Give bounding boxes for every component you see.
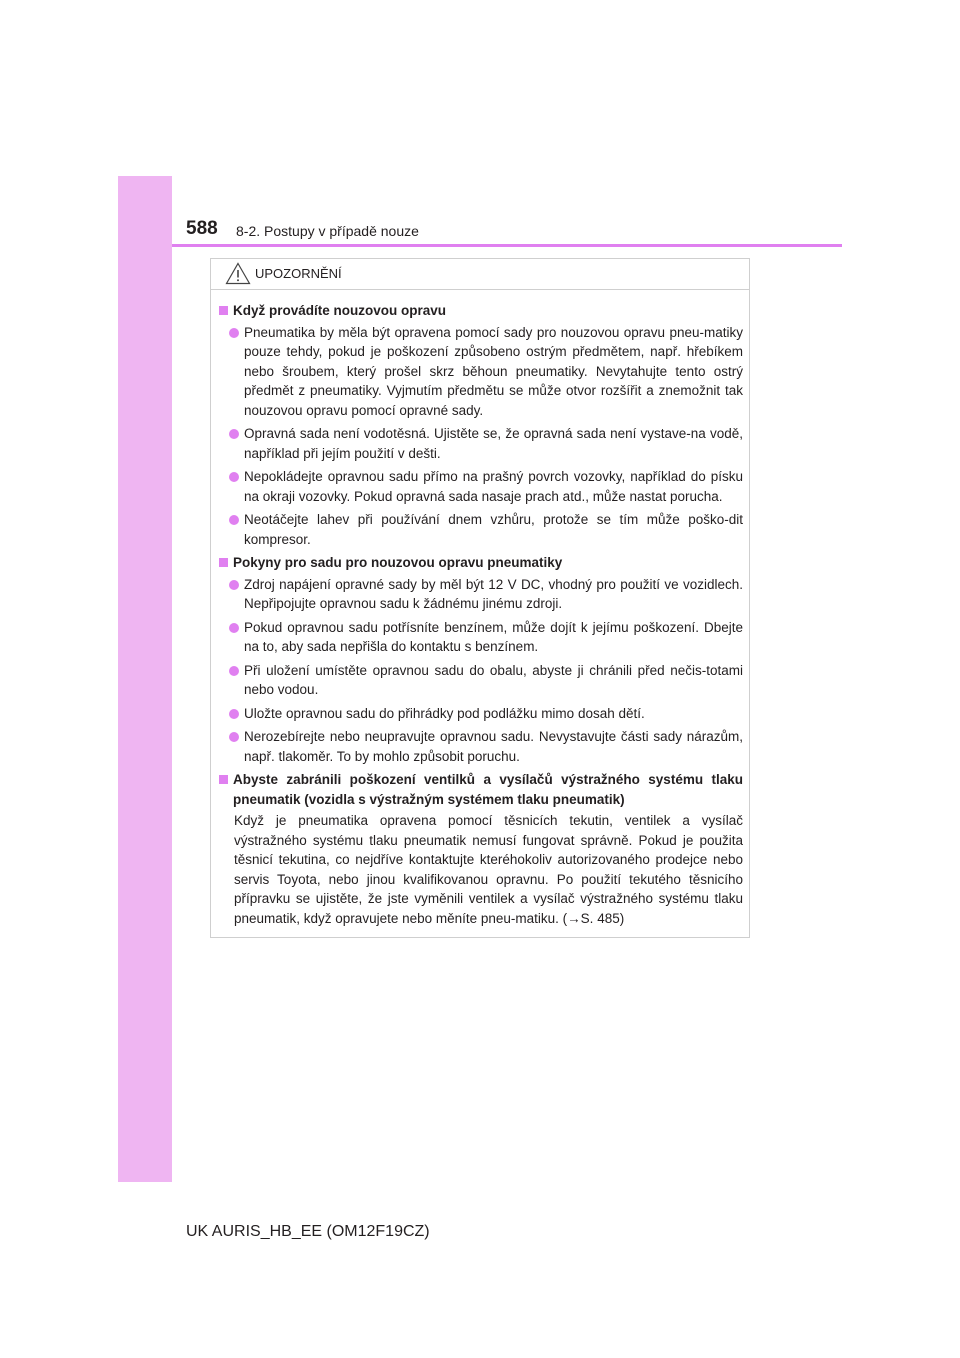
side-tab-strip	[118, 176, 172, 1182]
circle-bullet-icon	[229, 732, 239, 742]
list-item: Uložte opravnou sadu do přihrádky pod podlážku mimo dosah dětí.	[217, 704, 743, 724]
section-heading: Pokyny pro sadu pro nouzovou opravu pneumatiky	[217, 553, 743, 573]
list-item: Nepokládejte opravnou sadu přímo na prašný povrch vozovky, například do písku na okraji vozovky. Pokud opravná sada nasaje prach atd., může nastat porucha.	[217, 467, 743, 506]
circle-bullet-icon	[229, 709, 239, 719]
footer-model-code: UK AURIS_HB_EE (OM12F19CZ)	[186, 1223, 430, 1240]
square-bullet-icon	[219, 775, 228, 784]
circle-bullet-icon	[229, 429, 239, 439]
page-number: 588	[186, 218, 218, 239]
circle-bullet-icon	[229, 580, 239, 590]
list-item: Pneumatika by měla být opravena pomocí sady pro nouzovou opravu pneu-matiky pouze tehdy, pokud je poškození způsobeno ostrým předmětem, např. hřebíkem nebo šroubem, který prošel skrz běhoun pneumatiky. Nevytahujte tento ostrý předmět z pneumatiky. Vyjmutím předmětu se může otvor rozšířit a znemožnit tak nouzovou opravu pomocí opravné sady.	[217, 323, 743, 421]
section-heading: Když provádíte nouzovou opravu	[217, 301, 743, 321]
circle-bullet-icon	[229, 472, 239, 482]
circle-bullet-icon	[229, 515, 239, 525]
list-item: Zdroj napájení opravné sady by měl být 12 V DC, vhodný pro použití ve vozidlech. Nepřipojujte opravnou sadu k žádnému jinému zdroji.	[217, 575, 743, 614]
warning-box	[210, 258, 750, 938]
section-title: 8-2. Postupy v případě nouze	[236, 223, 419, 239]
list-item: Neotáčejte lahev při používání dnem vzhůru, protože se tím může poško-dit kompresor.	[217, 510, 743, 549]
circle-bullet-icon	[229, 666, 239, 676]
warning-title: UPOZORNĚNÍ	[255, 266, 342, 281]
section-paragraph: Když je pneumatika opravena pomocí těsnicích tekutin, ventilek a vysílač výstražného systému tlaku pneumatik nemusí fungovat správně. Pokud je použita těsnicí tekutina, co nejdříve kontaktujte kteréhokoliv autorizovaného prodejce nebo servis Toyota, nebo jinou kvalifikovanou opravnu. Po použití tekutého těsnicího přípravku se ujistěte, že jste vyměnili ventilek a vysílač výstražného systému tlaku pneumatik, když opravujete nebo měníte pneu-matiku. (→S. 485)	[234, 813, 743, 926]
warning-triangle-icon	[225, 262, 251, 285]
circle-bullet-icon	[229, 328, 239, 338]
section-heading: Abyste zabránili poškození ventilků a vysílačů výstražného systému tlaku pneumatik (vozidla s výstražným systémem tlaku pneumatik)	[217, 770, 743, 809]
square-bullet-icon	[219, 558, 228, 567]
list-item: Nerozebírejte nebo neupravujte opravnou sadu. Nevystavujte části sady nárazům, např. tlakoměr. To by mohlo způsobit poruchu.	[217, 727, 743, 766]
circle-bullet-icon	[229, 623, 239, 633]
list-item: Pokud opravnou sadu potřísníte benzínem, může dojít k jejímu poškození. Dbejte na to, aby sada nepřišla do kontaktu s benzínem.	[217, 618, 743, 657]
header-divider	[172, 244, 842, 247]
list-item: Opravná sada není vodotěsná. Ujistěte se, že opravná sada není vystave-na vodě, například při jejím použití v dešti.	[217, 424, 743, 463]
square-bullet-icon	[219, 306, 228, 315]
warning-body	[217, 301, 743, 928]
list-item: Při uložení umístěte opravnou sadu do obalu, abyste ji chránili před nečis-totami nebo vodou.	[217, 661, 743, 700]
warning-header	[211, 259, 749, 290]
